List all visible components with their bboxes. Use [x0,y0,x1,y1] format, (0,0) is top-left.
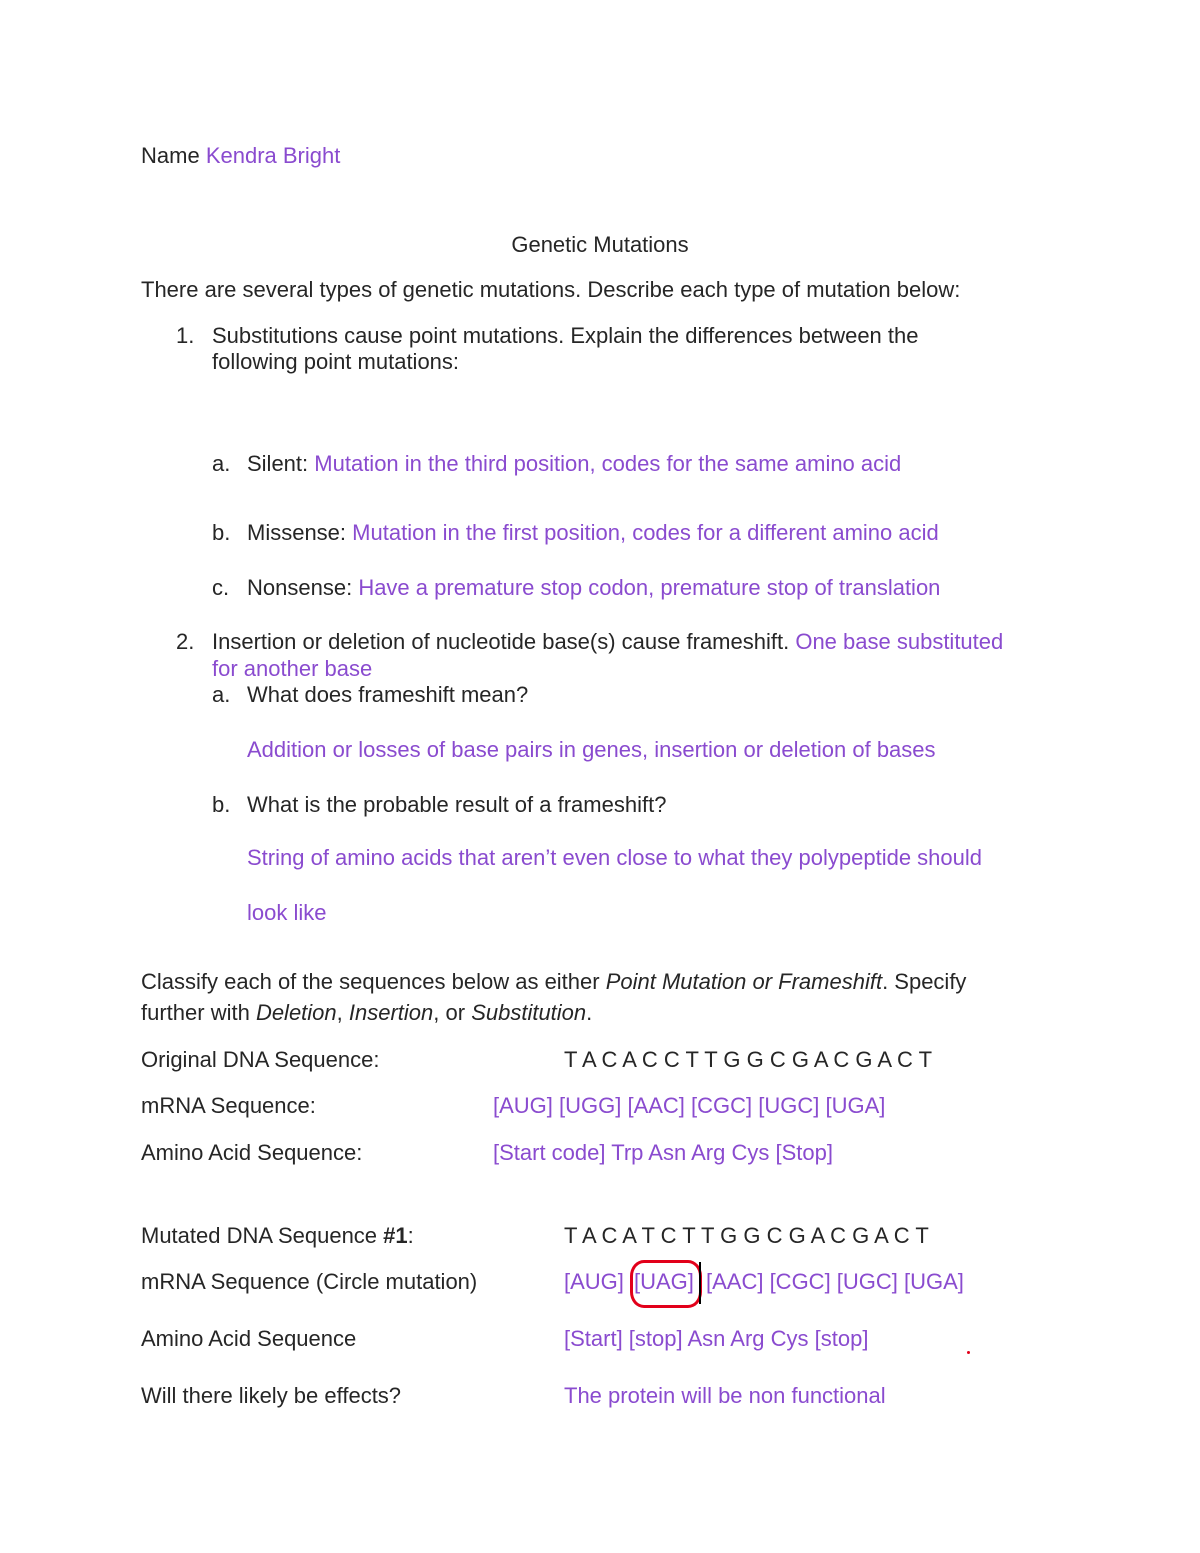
q1-number: 1. [176,323,195,348]
classify-line1: Classify each of the sequences below as either Point Mutation or Frameshift. Specify [141,969,967,994]
q2-number: 2. [176,629,195,654]
q1a-label: Silent: [247,451,309,476]
q1c-row [247,574,940,601]
q1a-row [247,450,901,477]
q2b-answer-line1[interactable]: String of amino acids that aren’t even close to what they polypeptide should [247,845,983,870]
effects-answer[interactable]: The protein will be non functional [564,1383,886,1408]
text-cursor [699,1262,701,1304]
q1a-letter: a. [212,451,231,476]
original-dna-value: T A C A C C T T G G C G A C G A C T [564,1047,933,1072]
q1c-letter: c. [212,575,230,600]
name-label: Name [141,143,200,168]
q2-answer-line2[interactable]: for another base [212,656,373,681]
classify-line2: further with Deletion, Insertion, or Substitution. [141,1000,593,1025]
mutated-mrna-codon-2[interactable]: [UAG] [634,1269,694,1294]
effects-label: Will there likely be effects? [141,1383,402,1408]
page-title: Genetic Mutations [511,232,689,257]
original-mrna-label: mRNA Sequence: [141,1093,316,1118]
q2b-letter: b. [212,792,231,817]
q2b-answer-line2[interactable]: look like [247,900,327,925]
q2-row [212,628,1003,655]
q1c-answer[interactable]: Have a premature stop codon, premature stop of translation [358,575,941,600]
q2a-question: What does frameshift mean? [247,682,529,707]
annotation-dot [967,1351,970,1354]
mutated-mrna-label: mRNA Sequence (Circle mutation) [141,1269,478,1294]
intro-text: There are several types of genetic mutations. Describe each type of mutation below: [141,277,961,302]
q1a-answer[interactable]: Mutation in the third position, codes for the same amino acid [314,451,902,476]
name-line [141,142,340,169]
mutated-dna-value: T A C A T C T T G G C G A C G A C T [564,1223,929,1248]
mutated-dna-label: Mutated DNA Sequence #1: [141,1223,414,1248]
q2a-answer[interactable]: Addition or losses of base pairs in genes, insertion or deletion of bases [247,737,936,762]
q1-text-line1: Substitutions cause point mutations. Explain the differences between the [212,323,919,348]
q1b-label: Missense: [247,520,347,545]
mutated-aa-value[interactable]: [Start] [stop] Asn Arg Cys [stop] [564,1326,869,1351]
q2-text: Insertion or deletion of nucleotide base(s) cause frameshift. [212,629,790,654]
q2-answer-line1[interactable]: One base substituted [795,629,1004,654]
q2b-question: What is the probable result of a frameshift? [247,792,667,817]
original-dna-label: Original DNA Sequence: [141,1047,380,1072]
original-aa-value[interactable]: [Start code] Trp Asn Arg Cys [Stop] [493,1140,833,1165]
student-name[interactable]: Kendra Bright [205,143,341,168]
original-mrna-value[interactable]: [AUG] [UGG] [AAC] [CGC] [UGC] [UGA] [493,1093,886,1118]
q1b-answer[interactable]: Mutation in the first position, codes for a different amino acid [352,520,939,545]
mutated-mrna-rest[interactable]: [AAC] [CGC] [UGC] [UGA] [706,1269,964,1294]
q1b-row [247,519,939,546]
q1-text-line2: following point mutations: [212,349,460,374]
mutated-mrna-codon-1[interactable]: [AUG] [564,1269,624,1294]
q2a-letter: a. [212,682,231,707]
q1b-letter: b. [212,520,231,545]
original-aa-label: Amino Acid Sequence: [141,1140,363,1165]
mutated-aa-label: Amino Acid Sequence [141,1326,357,1351]
mutation-circle-annotation [630,1260,702,1308]
q1c-label: Nonsense: [247,575,353,600]
